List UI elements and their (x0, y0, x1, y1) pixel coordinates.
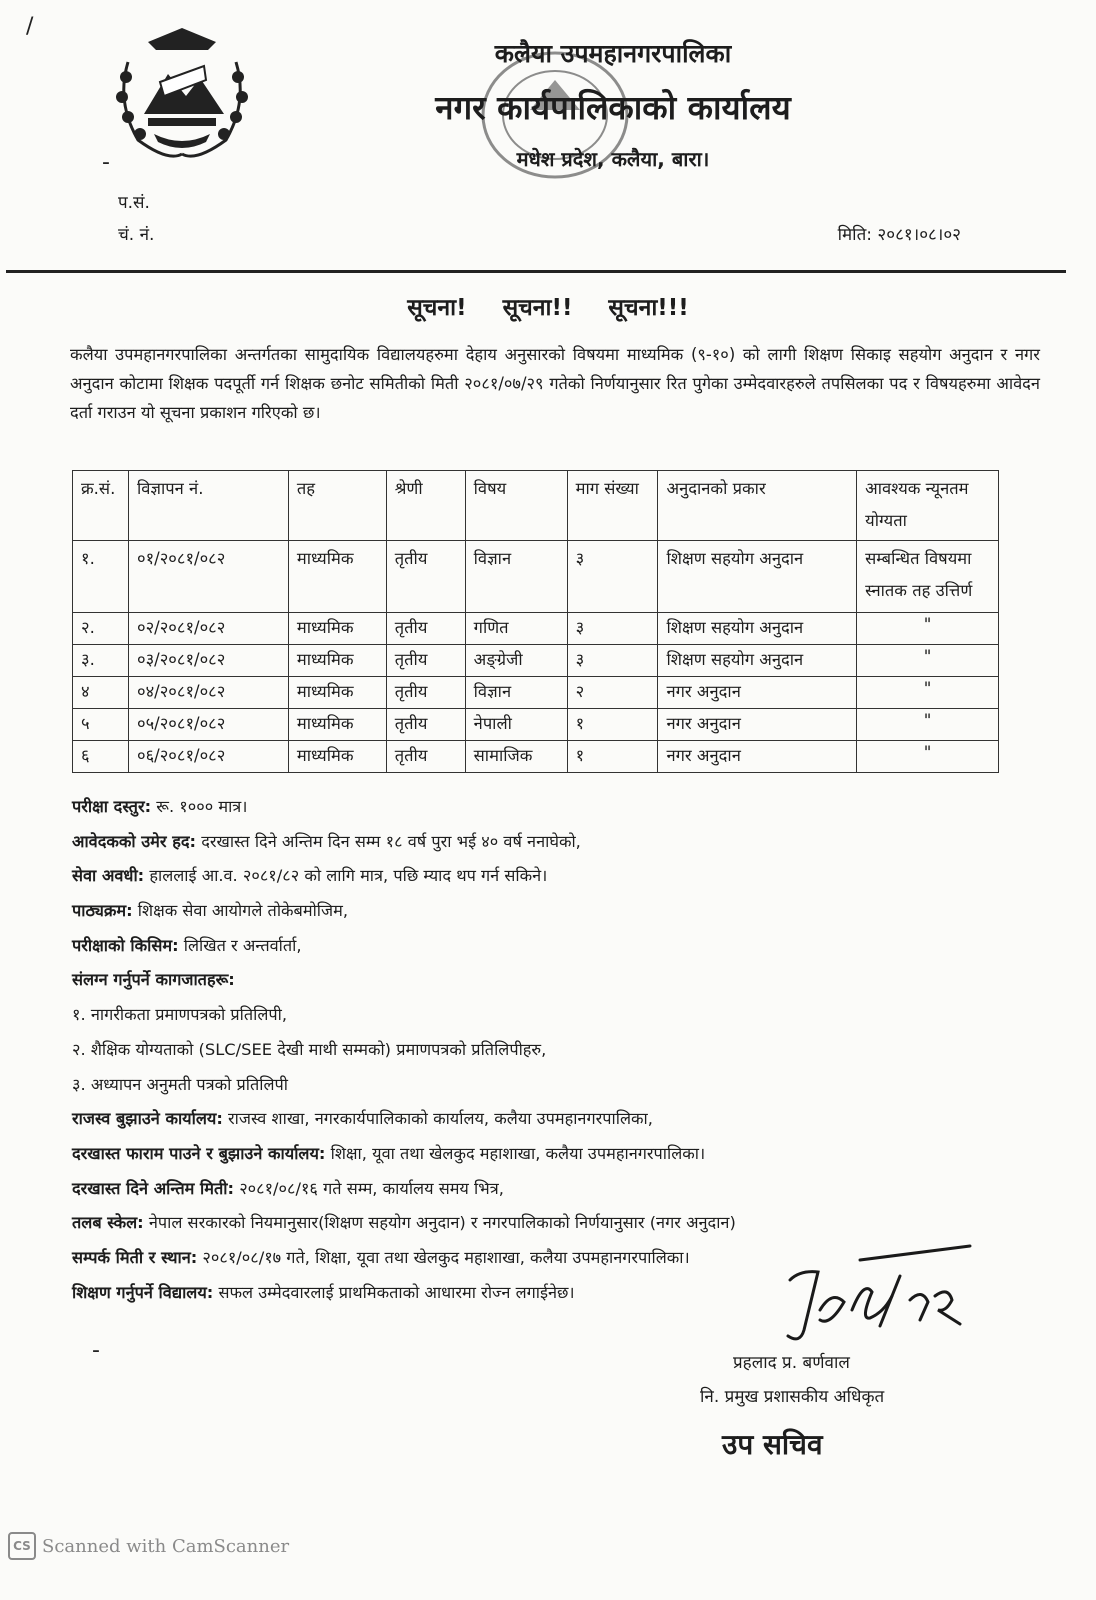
detail-label: राजस्व बुझाउने कार्यालय: (72, 1109, 223, 1129)
table-row (73, 645, 999, 677)
cell-demand-count: २ (567, 677, 658, 709)
detail-deadline (72, 1172, 1032, 1207)
cell-class: तृतीय (386, 677, 465, 709)
header-level: तह (288, 471, 386, 541)
detail-service-period (72, 859, 1032, 894)
notice-heading: सूचना! सूचना!! सूचना!!! (407, 295, 689, 321)
detail-label: संलग्न गर्नुपर्ने कागजातहरू: (72, 970, 235, 990)
document-item (72, 1068, 1032, 1103)
cell-grant-type: शिक्षण सहयोग अनुदान (658, 613, 857, 645)
table-row (73, 541, 999, 613)
header-class: श्रेणी (386, 471, 465, 541)
signatory-name: प्रहलाद प्र. बर्णवाल (733, 1353, 850, 1373)
scanner-watermark-text: Scanned with CamScanner (42, 1535, 290, 1557)
table-header-row (73, 471, 999, 541)
header-min-qualification: आवश्यक न्यूनतम योग्यता (857, 471, 999, 541)
detail-value: हाललाई आ.व. २०८१/८२ को लागि मात्र, पछि म्याद थप गर्न सकिने। (144, 866, 548, 886)
office-address: मधेश प्रदेश, कलैया, बारा। (516, 147, 710, 171)
cell-min-qualification: " (857, 709, 999, 741)
detail-value: २. शैक्षिक योग्यताको (SLC/SEE देखी माथी सम्मको) प्रमाणपत्रको प्रतिलिपीहरु, (72, 1039, 547, 1059)
cell-min-qualification: सम्बन्धित विषयमा स्नातक तह उत्तिर्ण (857, 541, 999, 613)
cell-demand-count: १ (567, 741, 658, 773)
header-serial: क्र.सं. (73, 471, 129, 541)
cell-class: तृतीय (386, 709, 465, 741)
document-date: मिति: २०८१।०८।०२ (837, 225, 961, 245)
cell-demand-count: ३ (567, 645, 658, 677)
cell-subject: सामाजिक (465, 741, 567, 773)
cell-advertisement-number: ०२/२०८१/०८२ (128, 613, 288, 645)
cell-subject: विज्ञान (465, 541, 567, 613)
detail-label: पाठ्यक्रम: (72, 901, 133, 921)
detail-label: आवेदकको उमेर हद: (72, 831, 197, 851)
detail-value: सफल उम्मेदवारलाई प्राथमिकताको आधारमा रोज्न लगाईनेछ। (213, 1282, 575, 1302)
office-name: नगर कार्यपालिकाको कार्यालय (435, 88, 791, 127)
detail-syllabus (72, 894, 1032, 929)
header-subject: विषय (465, 471, 567, 541)
detail-value: २०८१/०८/१६ गते सम्म, कार्यालय समय भित्र, (234, 1178, 504, 1198)
cell-min-qualification: " (857, 677, 999, 709)
cell-serial: ४ (73, 677, 129, 709)
signatory-title: उप सचिव (722, 1428, 823, 1461)
header-advertisement-number: विज्ञापन नं. (128, 471, 288, 541)
detail-salary-scale (72, 1206, 1032, 1241)
detail-value: २०८१/०८/१७ गते, शिक्षा, यूवा तथा खेलकुद महाशाखा, कलैया उपमहानगरपालिका। (197, 1247, 690, 1267)
table-row (73, 613, 999, 645)
document-item (72, 998, 1032, 1033)
handwritten-signature (760, 1240, 980, 1360)
notice-details (72, 790, 1032, 1310)
detail-label: सेवा अवधी: (72, 866, 145, 886)
cell-class: तृतीय (386, 541, 465, 613)
header-grant-type: अनुदानको प्रकार (658, 471, 857, 541)
detail-label: परीक्षाको किसिम: (72, 935, 179, 955)
dash-mark: - (92, 1338, 100, 1363)
cell-min-qualification: " (857, 613, 999, 645)
cell-demand-count: ३ (567, 613, 658, 645)
cell-advertisement-number: ०१/२०८१/०८२ (128, 541, 288, 613)
cell-advertisement-number: ०४/२०८१/०८२ (128, 677, 288, 709)
cell-advertisement-number: ०६/२०८१/०८२ (128, 741, 288, 773)
cell-class: तृतीय (386, 645, 465, 677)
cell-serial: २. (73, 613, 129, 645)
detail-label: तलब स्केल: (72, 1213, 144, 1233)
cell-grant-type: शिक्षण सहयोग अनुदान (658, 541, 857, 613)
cell-class: तृतीय (386, 613, 465, 645)
table-row (73, 709, 999, 741)
cell-subject: अङ्ग्रेजी (465, 645, 567, 677)
cell-demand-count: १ (567, 709, 658, 741)
patra-sankhya-label: प.सं. (118, 193, 150, 213)
municipality-name: कलैया उपमहानगरपालिका (494, 39, 732, 68)
signatory-position: नि. प्रमुख प्रशासकीय अधिकृत (700, 1387, 885, 1407)
header-demand-count: माग संख्या (567, 471, 658, 541)
dash-mark: - (102, 150, 110, 175)
cell-serial: १. (73, 541, 129, 613)
detail-value: राजस्व शाखा, नगरकार्यपालिकाको कार्यालय, कलैया उपमहानगरपालिका, (222, 1109, 653, 1129)
detail-required-documents (72, 963, 1032, 998)
cell-level: माध्यमिक (288, 709, 386, 741)
cell-grant-type: नगर अनुदान (658, 677, 857, 709)
cell-demand-count: ३ (567, 541, 658, 613)
cell-level: माध्यमिक (288, 741, 386, 773)
cell-serial: ६ (73, 741, 129, 773)
detail-application-office (72, 1137, 1032, 1172)
cell-grant-type: शिक्षण सहयोग अनुदान (658, 645, 857, 677)
cell-level: माध्यमिक (288, 541, 386, 613)
detail-label: दरखास्त फाराम पाउने र बुझाउने कार्यालय: (72, 1143, 326, 1163)
table-row (73, 677, 999, 709)
cell-advertisement-number: ०५/२०८१/०८२ (128, 709, 288, 741)
detail-value: ३. अध्यापन अनुमती पत्रको प्रतिलिपी (72, 1074, 288, 1094)
pen-stroke-mark: / (26, 14, 34, 39)
detail-value: १. नागरीकता प्रमाणपत्रको प्रतिलिपी, (72, 1005, 288, 1025)
cell-min-qualification: " (857, 645, 999, 677)
camscanner-logo-icon: CS (8, 1532, 36, 1560)
detail-value: शिक्षक सेवा आयोगले तोकेबमोजिम, (132, 901, 349, 921)
notice-intro-paragraph: कलैया उपमहानगरपालिका अन्तर्गतका सामुदायिक विद्यालयहरुमा देहाय अनुसारको विषयमा माध्यमिक (९-१०) को लागी शिक्षण सिकाइ सहयोग अनुदान र नगर अनुदान कोटामा शिक्षक पदपूर्ती गर्न शिक्षक छनोट समितीको मिती २०८१/०७/२९ गतेको निर्णयानुसार रित पुगेका उम्मेदवारहरुले तपसिलका पद र विषयहरुमा आवेदन दर्ता गराउन यो सूचना प्रकाशन गरिएको छ। (70, 345, 1040, 422)
detail-label: परीक्षा दस्तुर: (72, 797, 152, 816)
detail-revenue-office (72, 1102, 1032, 1137)
detail-label: शिक्षण गर्नुपर्ने विद्यालय: (72, 1282, 214, 1302)
detail-exam-type (72, 929, 1032, 964)
detail-exam-fee (72, 790, 1032, 825)
cell-level: माध्यमिक (288, 613, 386, 645)
detail-age-limit (72, 825, 1032, 860)
header-divider (6, 270, 1066, 273)
cell-grant-type: नगर अनुदान (658, 741, 857, 773)
cell-class: तृतीय (386, 741, 465, 773)
detail-value: नेपाल सरकारको नियमानुसार(शिक्षण सहयोग अनुदान) र नगरपालिकाको निर्णयानुसार (नगर अनुदान) (143, 1213, 736, 1233)
detail-value: रू. १००० मात्र। (151, 797, 248, 816)
cell-advertisement-number: ०३/२०८१/०८२ (128, 645, 288, 677)
cell-serial: ३. (73, 645, 129, 677)
cell-subject: नेपाली (465, 709, 567, 741)
detail-label: दरखास्त दिने अन्तिम मिती: (72, 1178, 235, 1198)
detail-value: दरखास्त दिने अन्तिम दिन सम्म १८ वर्ष पुरा भई ४० वर्ष ननाघेको, (196, 831, 581, 851)
cell-level: माध्यमिक (288, 677, 386, 709)
cell-subject: विज्ञान (465, 677, 567, 709)
detail-value: शिक्षा, यूवा तथा खेलकुद महाशाखा, कलैया उपमहानगरपालिका। (325, 1143, 706, 1163)
cell-serial: ५ (73, 709, 129, 741)
cell-grant-type: नगर अनुदान (658, 709, 857, 741)
document-item (72, 1033, 1032, 1068)
cell-min-qualification: " (857, 741, 999, 773)
cell-level: माध्यमिक (288, 645, 386, 677)
cell-subject: गणित (465, 613, 567, 645)
chalani-number-label: चं. नं. (118, 225, 155, 245)
vacancy-table (72, 470, 999, 773)
detail-label: सम्पर्क मिती र स्थान: (72, 1247, 198, 1267)
scanner-watermark (8, 1532, 289, 1560)
detail-value: लिखित र अन्तर्वार्ता, (178, 935, 302, 955)
table-row (73, 741, 999, 773)
